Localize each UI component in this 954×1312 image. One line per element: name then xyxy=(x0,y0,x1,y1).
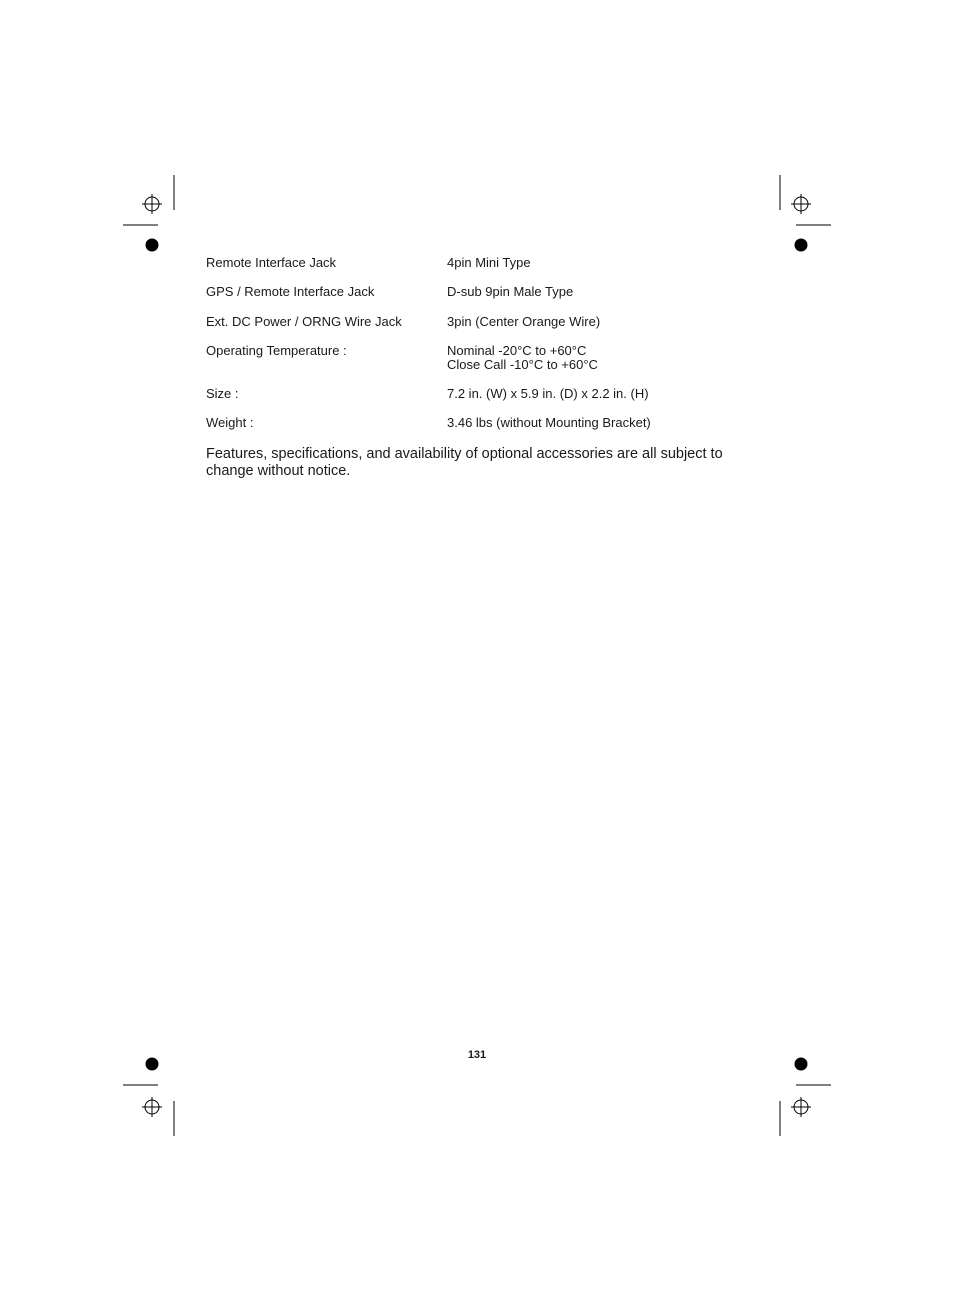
page-number: 131 xyxy=(467,1049,487,1061)
spec-row-operating-temperature xyxy=(206,344,746,372)
spec-label: GPS / Remote Interface Jack xyxy=(206,284,375,299)
spec-label: Weight : xyxy=(206,415,254,430)
spec-value: 4pin Mini Type xyxy=(447,255,531,270)
spec-value xyxy=(447,344,746,372)
spec-table xyxy=(206,256,746,430)
spec-row-ext-dc-power xyxy=(206,315,746,329)
crop-mark-top-right xyxy=(780,175,831,251)
crop-mark-bottom-left xyxy=(123,1058,174,1136)
spec-row-gps-remote-interface-jack xyxy=(206,285,746,299)
crop-mark-bottom-right xyxy=(780,1058,831,1136)
crop-mark-top-left xyxy=(123,175,174,251)
spec-row-remote-interface-jack xyxy=(206,256,746,270)
spec-label: Operating Temperature : xyxy=(206,343,347,358)
spec-row-weight xyxy=(206,416,746,430)
spec-value: 7.2 in. (W) x 5.9 in. (D) x 2.2 in. (H) xyxy=(447,386,649,401)
spec-value: 3pin (Center Orange Wire) xyxy=(447,314,601,329)
spec-value-line: Close Call -10°C to +60°C xyxy=(447,357,598,372)
notice-paragraph: Features, specifications, and availability of optional accessories are all subject to change without notice. xyxy=(206,446,723,479)
spec-value: D-sub 9pin Male Type xyxy=(447,284,574,299)
spec-value-line: Nominal -20°C to +60°C xyxy=(447,343,587,358)
spec-value: 3.46 lbs (without Mounting Bracket) xyxy=(447,415,651,430)
spec-label: Size : xyxy=(206,386,239,401)
spec-label: Ext. DC Power / ORNG Wire Jack xyxy=(206,314,402,329)
spec-row-size xyxy=(206,387,746,401)
spec-label: Remote Interface Jack xyxy=(206,255,337,270)
